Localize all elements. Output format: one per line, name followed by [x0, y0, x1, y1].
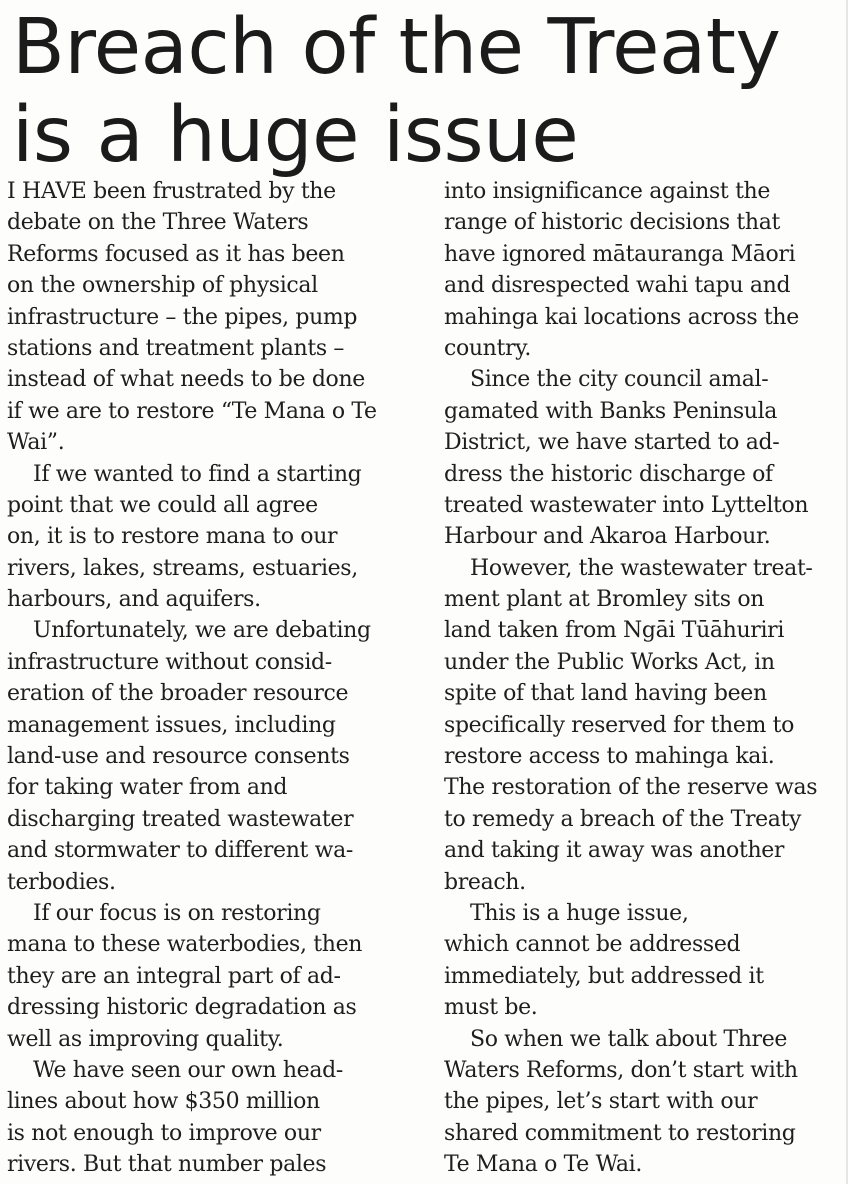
- text-line: However, the wastewater treat-: [470, 555, 813, 581]
- text-line: and disrespected wahi tapu and: [444, 273, 791, 299]
- text-line: country.: [444, 335, 531, 361]
- text-line: specifically reserved for them to: [444, 712, 795, 738]
- text-line: to remedy a breach of the Treaty: [444, 806, 802, 832]
- text-line: If our focus is on restoring: [33, 900, 321, 926]
- text-line: Te Mana o Te Wai.: [444, 1152, 643, 1178]
- text-line: spite of that land having been: [444, 681, 767, 707]
- text-line: management issues, including: [7, 712, 336, 738]
- text-line: discharging treated wastewater: [7, 806, 354, 832]
- text-line: District, we have started to ad-: [444, 430, 780, 456]
- text-line: Unfortunately, we are debating: [33, 618, 371, 644]
- text-line: for taking water from and: [7, 775, 288, 801]
- text-line: If we wanted to find a starting: [33, 461, 362, 487]
- text-line: they are an integral part of ad-: [7, 963, 341, 989]
- text-line: into insignificance against the: [444, 179, 771, 204]
- headline-line: is a huge issue: [12, 91, 579, 180]
- text-line: which cannot be addressed: [444, 932, 741, 958]
- text-line: the pipes, let’s start with our: [444, 1089, 758, 1115]
- text-line: under the Public Works Act, in: [444, 649, 775, 675]
- text-line: and stormwater to different wa-: [7, 838, 354, 864]
- text-line: rivers, lakes, streams, estuaries,: [7, 555, 358, 581]
- text-line: land-use and resource consents: [7, 744, 350, 770]
- text-line: Waters Reforms, don’t start with: [444, 1057, 798, 1083]
- left-column: [7, 176, 427, 1181]
- text-line: We have seen our own head-: [33, 1057, 343, 1083]
- text-line: infrastructure without consid-: [7, 649, 332, 675]
- text-line: Harbour and Akaroa Harbour.: [444, 524, 771, 550]
- text-line: This is a huge issue,: [470, 900, 689, 926]
- text-line: range of historic decisions that: [444, 210, 780, 236]
- text-line: and taking it away was another: [444, 838, 785, 864]
- text-line: dress the historic discharge of: [444, 461, 773, 487]
- text-line: dressing historic degradation as: [7, 995, 357, 1021]
- text-line: harbours, and aquifers.: [7, 587, 261, 613]
- text-line: Since the city council amal-: [470, 367, 769, 393]
- right-column: [444, 176, 844, 1181]
- text-line: instead of what needs to be done: [7, 367, 365, 393]
- text-line: The restoration of the reserve was: [444, 775, 818, 801]
- text-line: So when we talk about Three: [470, 1026, 788, 1052]
- text-line: eration of the broader resource: [7, 681, 349, 707]
- text-line: rivers. But that number pales: [7, 1152, 327, 1178]
- text-line: terbodies.: [7, 869, 116, 895]
- headline: [12, 4, 842, 180]
- text-line: restore access to mahinga kai.: [444, 744, 775, 770]
- text-line: treated wastewater into Lyttelton: [444, 492, 809, 518]
- text-line: stations and treatment plants –: [7, 335, 345, 361]
- text-line: Reforms focused as it has been: [7, 241, 345, 267]
- text-line: immediately, but addressed it: [444, 963, 764, 989]
- text-line: lines about how $350 million: [7, 1089, 320, 1115]
- text-line: mana to these waterbodies, then: [7, 932, 363, 958]
- text-line: gamated with Banks Peninsula: [444, 398, 778, 424]
- text-line: must be.: [444, 995, 538, 1021]
- text-line: on the ownership of physical: [7, 273, 318, 299]
- text-line: is not enough to improve our: [7, 1120, 321, 1146]
- headline-line: Breach of the Treaty: [12, 3, 781, 92]
- text-line: if we are to restore “Te Mana o Te: [7, 398, 377, 424]
- text-line: I HAVE been frustrated by the: [7, 179, 336, 204]
- text-line: shared commitment to restoring: [444, 1120, 796, 1146]
- text-line: mahinga kai locations across the: [444, 304, 799, 330]
- text-line: infrastructure – the pipes, pump: [7, 304, 358, 330]
- text-line: well as improving quality.: [7, 1026, 284, 1052]
- text-line: breach.: [444, 869, 526, 895]
- text-line: land taken from Ngāi Tūāhuriri: [444, 618, 785, 644]
- text-line: on, it is to restore mana to our: [7, 524, 338, 550]
- text-line: have ignored mātauranga Māori: [444, 241, 796, 267]
- text-line: debate on the Three Waters: [7, 210, 309, 236]
- text-line: point that we could all agree: [7, 492, 318, 518]
- text-line: ment plant at Bromley sits on: [444, 587, 765, 613]
- text-line: Wai”.: [7, 430, 65, 456]
